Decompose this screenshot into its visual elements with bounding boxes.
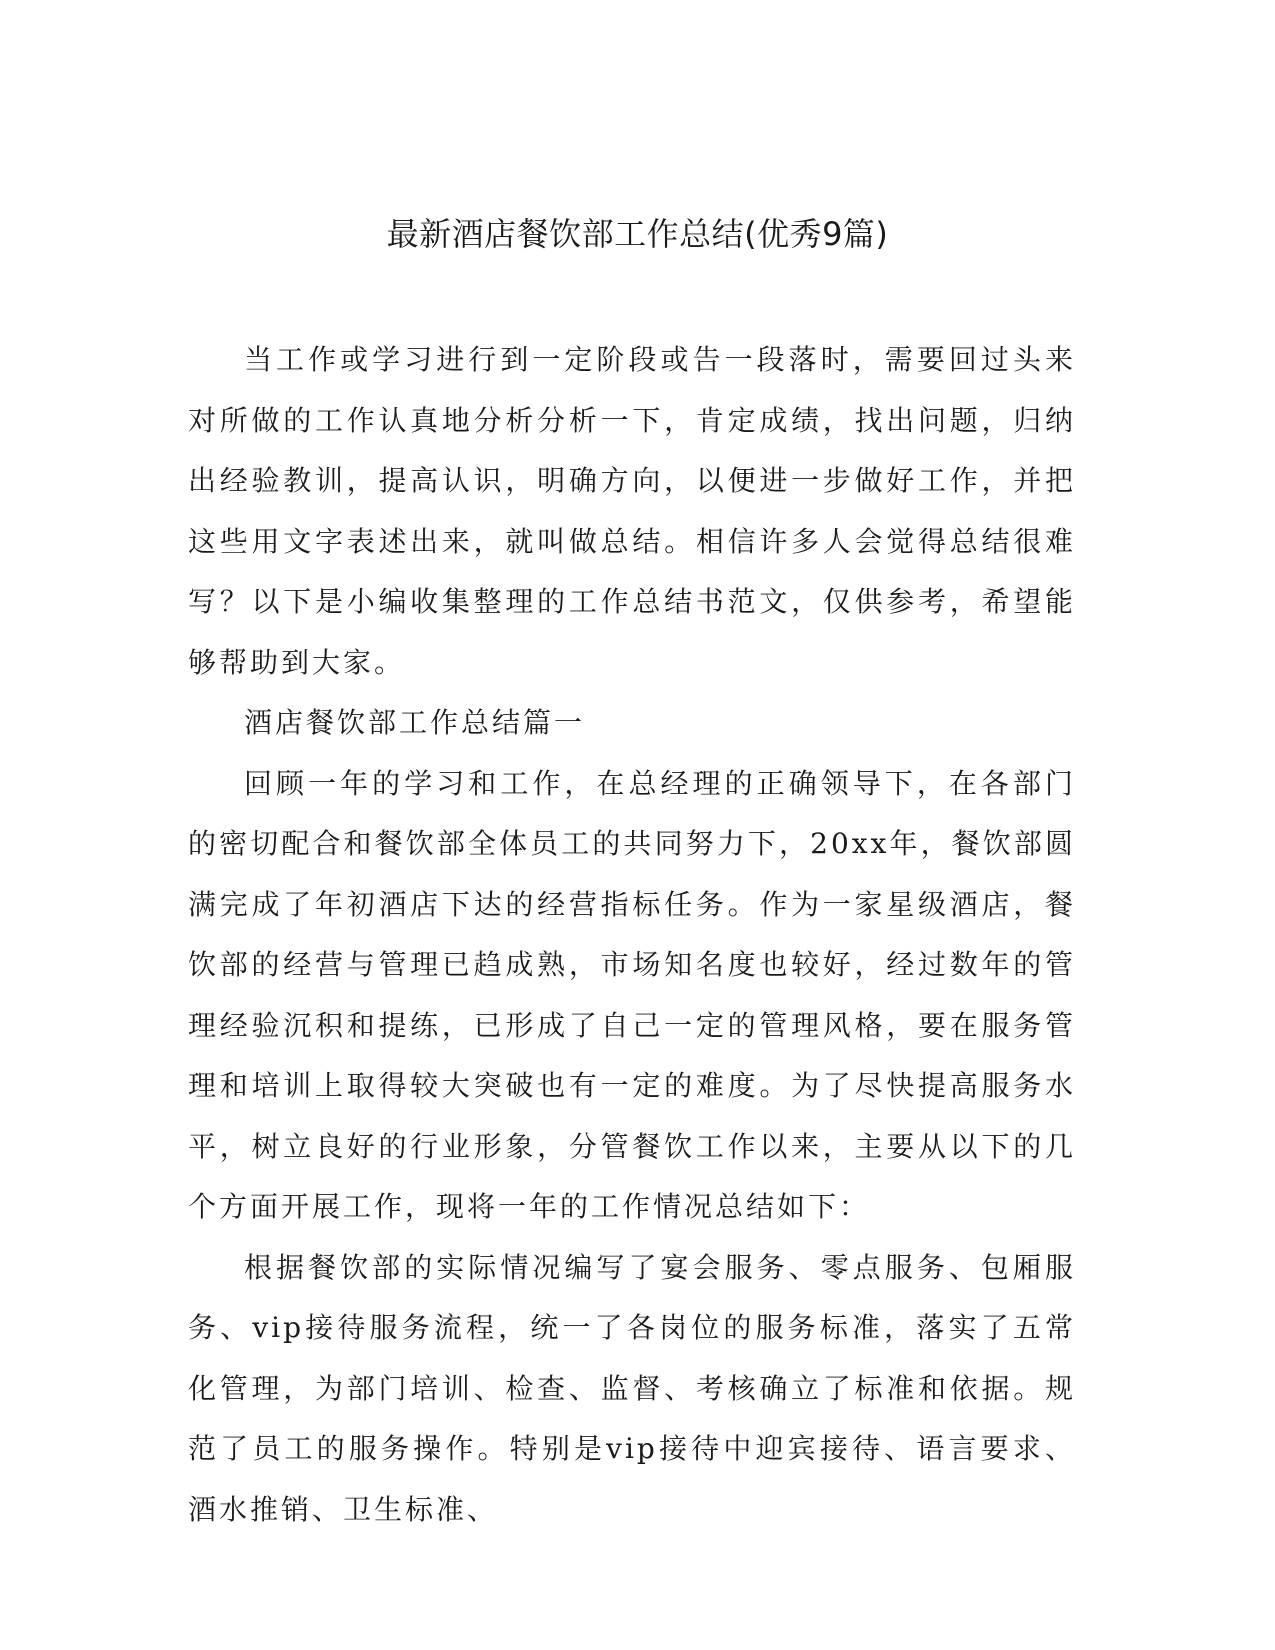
document-title: 最新酒店餐饮部工作总结(优秀9篇)	[386, 215, 889, 253]
document-body	[188, 330, 1076, 1540]
section-heading: 酒店餐饮部工作总结篇一	[244, 706, 586, 739]
body-paragraph: 根据餐饮部的实际情况编写了宴会服务、零点服务、包厢服务、vip接待服务流程，统一了各岗位的服务标准，落实了五常化管理，为部门培训、检查、监督、考核确立了标准和依据。规范了员工的服务操作。特别是vip接待中迎宾接待、语言要求、酒水推销、卫生标准、	[188, 1250, 1076, 1526]
body-paragraph: 回顾一年的学习和工作，在总经理的正确领导下，在各部门的密切配合和餐饮部全体员工的共同努力下，20xx年，餐饮部圆满完成了年初酒店下达的经营指标任务。作为一家星级酒店，餐饮部的经营与管理已趋成熟，市场知名度也较好，经过数年的管理经验沉积和提练，已形成了自己一定的管理风格，要在服务管理和培训上取得较大突破也有一定的难度。为了尽快提高服务水平，树立良好的行业形象，分管餐饮工作以来，主要从以下的几个方面开展工作，现将一年的工作情况总结如下：	[188, 766, 1076, 1223]
intro-paragraph: 当工作或学习进行到一定阶段或告一段落时，需要回过头来对所做的工作认真地分析分析一下，肯定成绩，找出问题，归纳出经验教训，提高认识，明确方向，以便进一步做好工作，并把这些用文字表述出来，就叫做总结。相信许多人会觉得总结很难写？以下是小编收集整理的工作总结书范文，仅供参考，希望能够帮助到大家。	[188, 343, 1076, 679]
